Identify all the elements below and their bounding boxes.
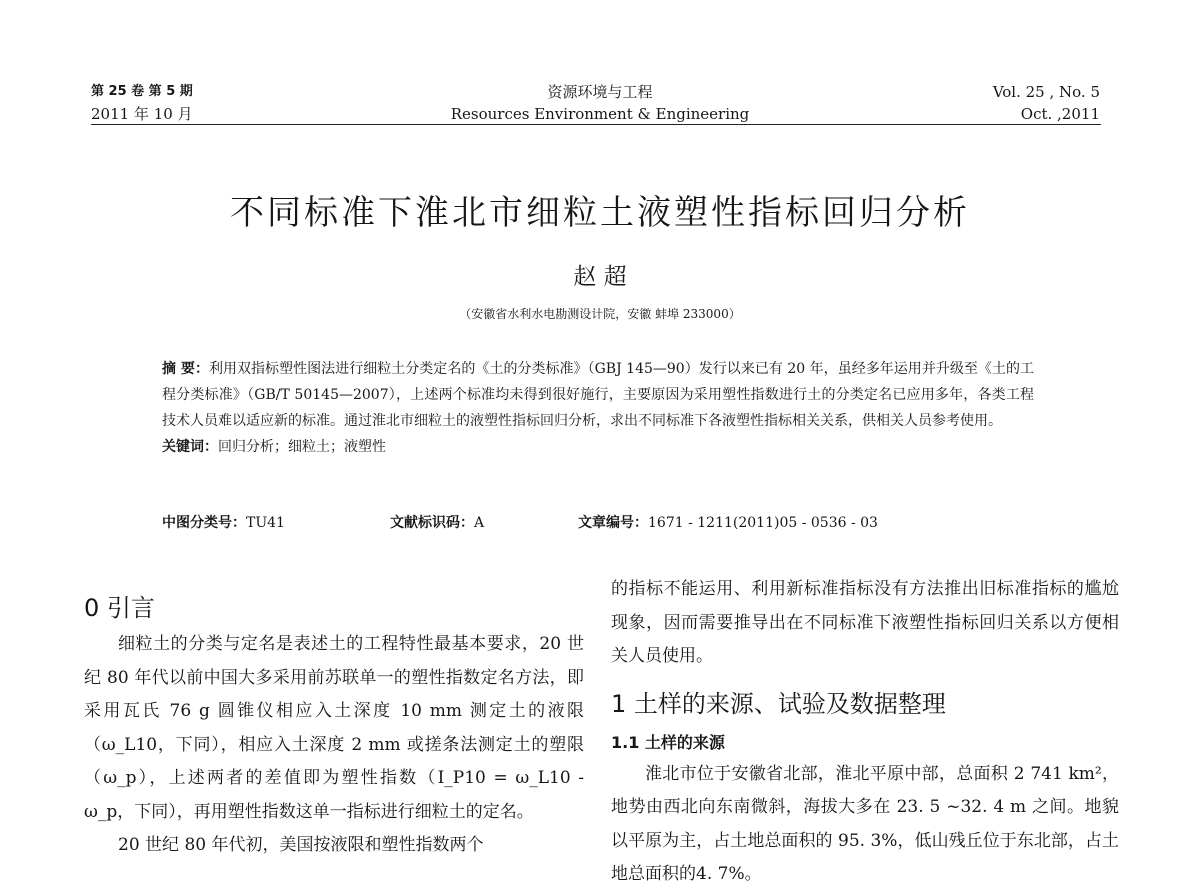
- section-0-heading: 0 引言: [84, 594, 155, 622]
- doc-code-line: [390, 512, 484, 532]
- paper-title: 不同标准下淮北市细粒土液塑性指标回归分析: [230, 193, 970, 233]
- header-rule: [91, 124, 1101, 125]
- keywords-text: 回归分析；细粒土；液塑性: [218, 439, 386, 455]
- article-no-line: [578, 512, 878, 532]
- volume-number-en: Vol. 25 , No. 5: [992, 83, 1100, 101]
- keywords-line: [162, 434, 1034, 460]
- section-1-heading: 1 土样的来源、试验及数据整理: [611, 689, 946, 718]
- clc-label: 中图分类号：: [162, 515, 246, 531]
- intro-paragraph-2: 20 世纪 80 年代初，美国按液限和塑性指数两个: [118, 835, 484, 855]
- volume-issue: 第 25 卷 第 5 期: [91, 84, 193, 99]
- doc-code-value: A: [474, 515, 485, 531]
- affiliation: （安徽省水利水电勘测设计院，安徽 蚌埠 233000）: [459, 307, 741, 321]
- abstract-label: 摘 要：: [162, 361, 209, 377]
- keywords-label: 关键词：: [162, 439, 218, 455]
- left-column: [84, 590, 584, 863]
- intro-paragraph-1: 细粒土的分类与定名是表述土的工程特性最基本要求，20 世纪 80 年代以前中国大多采用前苏联单一的塑性指数定名方法，即采用瓦氏 76 g 圆锥仪相应入土深度 10 mm 测定土的液限（ω_L10，下同），相应入土深度 2 mm 或搓条法测定土的塑限（ω_p），上述两者的差值即为塑性指数（I_P10 = ω_L10 - ω_p，下同），再用塑性指数这单一指标进行细粒土的定名。: [84, 634, 584, 822]
- clc-line: [162, 512, 285, 532]
- author-name: 赵 超: [573, 264, 627, 290]
- article-no-label: 文章编号：: [578, 515, 648, 531]
- date-en: Oct. ,2011: [1020, 105, 1100, 123]
- journal-name-en: Resources Environment & Engineering: [450, 105, 750, 123]
- section-1-1-heading: 1.1 土样的来源: [611, 732, 725, 752]
- abstract-block: [162, 356, 1034, 460]
- doc-code-label: 文献标识码：: [390, 515, 474, 531]
- publication-date: 2011 年 10 月: [91, 105, 193, 123]
- abstract-paragraph: [162, 356, 1034, 434]
- journal-name-cn: 资源环境与工程: [547, 83, 653, 101]
- clc-value: TU41: [246, 515, 285, 531]
- article-no-value: 1671 - 1211(2011)05 - 0536 - 03: [648, 515, 878, 531]
- abstract-text: 利用双指标塑性图法进行细粒土分类定名的《土的分类标准》（GBJ 145—90）发行以来已有 20 年，虽经多年运用并升级至《土的工程分类标准》（GB/T 50145—2007），上述两个标准均未得到很好施行，主要原因为采用塑性指数进行土的分类定名已应用多年，各类工程技术人员难以适应新的标准。通过淮北市细粒土的液塑性指标回归分析，求出不同标准下各液塑性指标相关关系，供相关人员参考使用。: [162, 361, 1034, 429]
- right-column: [611, 573, 1119, 892]
- continued-paragraph: 的指标不能运用、利用新标准指标没有方法推出旧标准指标的尴尬现象，因而需要推导出在不同标准下液塑性指标回归关系以方便相关人员使用。: [611, 579, 1119, 666]
- section-1-1-paragraph: 淮北市位于安徽省北部，淮北平原中部，总面积 2 741 km²，地势由西北向东南微斜，海拔大多在 23. 5 ~32. 4 m 之间。地貌以平原为主，占土地总面积的 95. 3%，低山残丘位于东北部，占土地总面积的4. 7%。: [611, 763, 1119, 884]
